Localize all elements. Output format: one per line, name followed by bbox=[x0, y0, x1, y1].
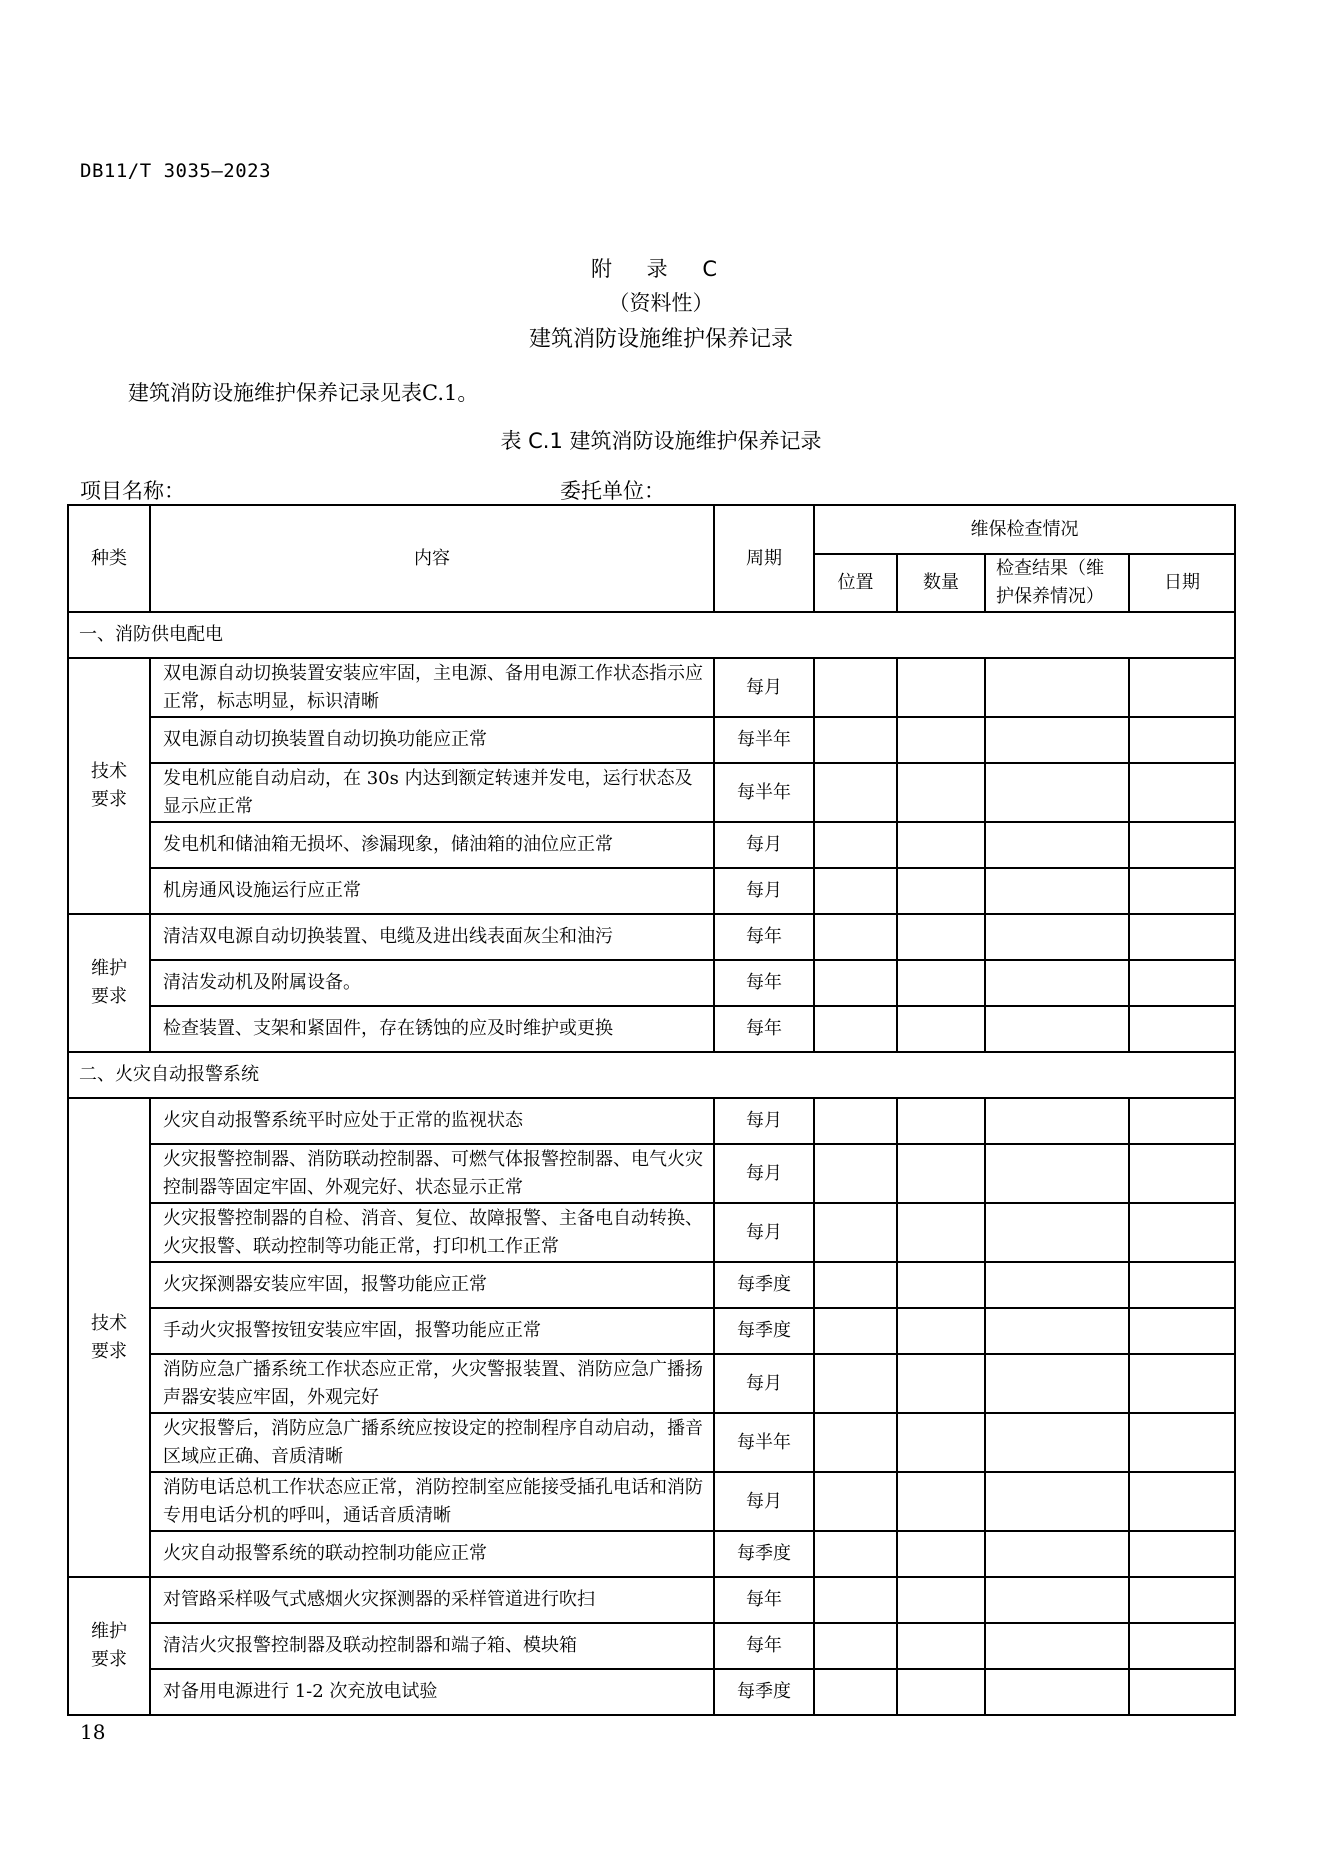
section-title: 一、消防供电配电 bbox=[68, 612, 1235, 658]
kind-cell bbox=[68, 658, 150, 914]
result-cell[interactable] bbox=[985, 1308, 1129, 1354]
location-cell[interactable] bbox=[814, 822, 897, 868]
location-cell[interactable] bbox=[814, 960, 897, 1006]
table-row bbox=[68, 1472, 1235, 1531]
date-cell[interactable] bbox=[1129, 1262, 1235, 1308]
table-row bbox=[68, 1308, 1235, 1354]
period-cell: 每年 bbox=[714, 960, 814, 1006]
location-cell[interactable] bbox=[814, 1144, 897, 1203]
period-cell: 每季度 bbox=[714, 1262, 814, 1308]
period-cell: 每年 bbox=[714, 914, 814, 960]
header-inspection-group: 维保检查情况 bbox=[814, 505, 1235, 554]
period-cell: 每月 bbox=[714, 1098, 814, 1144]
quantity-cell[interactable] bbox=[897, 1006, 985, 1052]
project-name-label: 项目名称： bbox=[80, 479, 185, 503]
appendix-nature: （资料性） bbox=[608, 291, 714, 315]
location-cell[interactable] bbox=[814, 868, 897, 914]
period-cell: 每月 bbox=[714, 658, 814, 717]
date-cell[interactable] bbox=[1129, 1006, 1235, 1052]
table-row bbox=[68, 1623, 1235, 1669]
date-cell[interactable] bbox=[1129, 914, 1235, 960]
table-row bbox=[68, 717, 1235, 763]
content-cell: 火灾报警控制器、消防联动控制器、可燃气体报警控制器、电气火灾控制器等固定牢固、外观完好、状态显示正常 bbox=[150, 1144, 714, 1203]
table-row bbox=[68, 1413, 1235, 1472]
quantity-cell[interactable] bbox=[897, 1472, 985, 1531]
table-row bbox=[68, 1577, 1235, 1623]
result-cell[interactable] bbox=[985, 914, 1129, 960]
result-cell[interactable] bbox=[985, 1144, 1129, 1203]
table-row bbox=[68, 658, 1235, 717]
period-cell: 每年 bbox=[714, 1577, 814, 1623]
table-row bbox=[68, 914, 1235, 960]
table-row bbox=[68, 1144, 1235, 1203]
location-cell[interactable] bbox=[814, 914, 897, 960]
quantity-cell[interactable] bbox=[897, 1262, 985, 1308]
header-date: 日期 bbox=[1129, 554, 1235, 612]
quantity-cell[interactable] bbox=[897, 914, 985, 960]
content-cell: 清洁发动机及附属设备。 bbox=[150, 960, 714, 1006]
maintenance-record-table bbox=[67, 504, 1236, 1716]
kind-label: 维护要求 bbox=[91, 1621, 127, 1670]
table-body bbox=[68, 612, 1235, 1715]
quantity-cell[interactable] bbox=[897, 868, 985, 914]
header-result: 检查结果（维护保养情况） bbox=[985, 554, 1129, 612]
location-cell[interactable] bbox=[814, 1203, 897, 1262]
period-cell: 每月 bbox=[714, 1144, 814, 1203]
content-cell: 消防应急广播系统工作状态应正常，火灾警报装置、消防应急广播扬声器安装应牢固，外观完好 bbox=[150, 1354, 714, 1413]
result-cell[interactable] bbox=[985, 763, 1129, 822]
location-cell[interactable] bbox=[814, 1472, 897, 1531]
content-cell: 火灾报警控制器的自检、消音、复位、故障报警、主备电自动转换、火灾报警、联动控制等功能正常，打印机工作正常 bbox=[150, 1203, 714, 1262]
quantity-cell[interactable] bbox=[897, 1203, 985, 1262]
result-cell[interactable] bbox=[985, 1098, 1129, 1144]
date-cell[interactable] bbox=[1129, 868, 1235, 914]
content-cell: 消防电话总机工作状态应正常，消防控制室应能接受插孔电话和消防专用电话分机的呼叫，通话音质清晰 bbox=[150, 1472, 714, 1531]
location-cell[interactable] bbox=[814, 1262, 897, 1308]
date-cell[interactable] bbox=[1129, 1308, 1235, 1354]
period-cell: 每季度 bbox=[714, 1531, 814, 1577]
result-cell[interactable] bbox=[985, 960, 1129, 1006]
intro-text: 建筑消防设施维护保养记录见表C.1。 bbox=[128, 381, 479, 405]
content-cell: 清洁双电源自动切换装置、电缆及进出线表面灰尘和油污 bbox=[150, 914, 714, 960]
result-cell[interactable] bbox=[985, 822, 1129, 868]
appendix-title: 建筑消防设施维护保养记录 bbox=[528, 327, 793, 352]
content-cell: 双电源自动切换装置安装应牢固，主电源、备用电源工作状态指示应正常，标志明显，标识清晰 bbox=[150, 658, 714, 717]
table-title: 表 C.1 建筑消防设施维护保养记录 bbox=[500, 429, 822, 453]
date-cell[interactable] bbox=[1129, 1144, 1235, 1203]
period-cell: 每年 bbox=[714, 1006, 814, 1052]
content-cell: 清洁火灾报警控制器及联动控制器和端子箱、模块箱 bbox=[150, 1623, 714, 1669]
date-cell[interactable] bbox=[1129, 1354, 1235, 1413]
location-cell[interactable] bbox=[814, 1413, 897, 1472]
content-cell: 双电源自动切换装置自动切换功能应正常 bbox=[150, 717, 714, 763]
location-cell[interactable] bbox=[814, 1354, 897, 1413]
period-cell: 每月 bbox=[714, 1472, 814, 1531]
section-row bbox=[68, 612, 1235, 658]
location-cell[interactable] bbox=[814, 1006, 897, 1052]
quantity-cell[interactable] bbox=[897, 1354, 985, 1413]
date-cell[interactable] bbox=[1129, 763, 1235, 822]
period-cell: 每月 bbox=[714, 1354, 814, 1413]
header-quantity: 数量 bbox=[897, 554, 985, 612]
period-cell: 每半年 bbox=[714, 717, 814, 763]
date-cell[interactable] bbox=[1129, 1472, 1235, 1531]
result-cell[interactable] bbox=[985, 1006, 1129, 1052]
content-cell: 发电机和储油箱无损坏、渗漏现象，储油箱的油位应正常 bbox=[150, 822, 714, 868]
quantity-cell[interactable] bbox=[897, 960, 985, 1006]
location-cell[interactable] bbox=[814, 1308, 897, 1354]
period-cell: 每半年 bbox=[714, 763, 814, 822]
result-cell[interactable] bbox=[985, 1623, 1129, 1669]
period-cell: 每月 bbox=[714, 822, 814, 868]
quantity-cell[interactable] bbox=[897, 1144, 985, 1203]
quantity-cell[interactable] bbox=[897, 822, 985, 868]
period-cell: 每季度 bbox=[714, 1308, 814, 1354]
location-cell[interactable] bbox=[814, 658, 897, 717]
date-cell[interactable] bbox=[1129, 1669, 1235, 1715]
content-cell: 火灾报警后，消防应急广播系统应按设定的控制程序自动启动，播音区域应正确、音质清晰 bbox=[150, 1413, 714, 1472]
table-row bbox=[68, 960, 1235, 1006]
quantity-cell[interactable] bbox=[897, 1577, 985, 1623]
quantity-cell[interactable] bbox=[897, 1669, 985, 1715]
content-cell: 对备用电源进行 1-2 次充放电试验 bbox=[150, 1669, 714, 1715]
content-cell: 检查装置、支架和紧固件，存在锈蚀的应及时维护或更换 bbox=[150, 1006, 714, 1052]
result-cell[interactable] bbox=[985, 717, 1129, 763]
date-cell[interactable] bbox=[1129, 1413, 1235, 1472]
period-cell: 每月 bbox=[714, 868, 814, 914]
content-cell: 对管路采样吸气式感烟火灾探测器的采样管道进行吹扫 bbox=[150, 1577, 714, 1623]
location-cell[interactable] bbox=[814, 1531, 897, 1577]
date-cell[interactable] bbox=[1129, 822, 1235, 868]
header-kind: 种类 bbox=[68, 505, 150, 612]
result-cell[interactable] bbox=[985, 658, 1129, 717]
content-cell: 机房通风设施运行应正常 bbox=[150, 868, 714, 914]
kind-label: 维护要求 bbox=[91, 958, 127, 1007]
kind-label: 技术要求 bbox=[91, 1312, 127, 1362]
table-row bbox=[68, 1262, 1235, 1308]
content-cell: 手动火灾报警按钮安装应牢固，报警功能应正常 bbox=[150, 1308, 714, 1354]
page-number: 18 bbox=[80, 1720, 106, 1744]
table-row bbox=[68, 1203, 1235, 1262]
standard-code: DB11/T 3035—2023 bbox=[80, 160, 272, 182]
content-cell: 火灾自动报警系统平时应处于正常的监视状态 bbox=[150, 1098, 714, 1144]
period-cell: 每半年 bbox=[714, 1413, 814, 1472]
result-cell[interactable] bbox=[985, 1669, 1129, 1715]
content-cell: 火灾自动报警系统的联动控制功能应正常 bbox=[150, 1531, 714, 1577]
date-cell[interactable] bbox=[1129, 1577, 1235, 1623]
header-row-top bbox=[68, 505, 1235, 554]
header-period: 周期 bbox=[714, 505, 814, 612]
table-row bbox=[68, 1531, 1235, 1577]
quantity-cell[interactable] bbox=[897, 658, 985, 717]
table-row bbox=[68, 1098, 1235, 1144]
period-cell: 每年 bbox=[714, 1623, 814, 1669]
kind-cell bbox=[68, 1577, 150, 1715]
kind-label: 技术要求 bbox=[91, 761, 127, 810]
location-cell[interactable] bbox=[814, 1669, 897, 1715]
location-cell[interactable] bbox=[814, 763, 897, 822]
date-cell[interactable] bbox=[1129, 658, 1235, 717]
quantity-cell[interactable] bbox=[897, 763, 985, 822]
table-row bbox=[68, 1006, 1235, 1052]
client-label: 委托单位： bbox=[560, 479, 665, 503]
result-cell[interactable] bbox=[985, 1354, 1129, 1413]
table-row bbox=[68, 763, 1235, 822]
kind-cell bbox=[68, 914, 150, 1052]
quantity-cell[interactable] bbox=[897, 1623, 985, 1669]
result-cell[interactable] bbox=[985, 1262, 1129, 1308]
header-content: 内容 bbox=[150, 505, 714, 612]
date-cell[interactable] bbox=[1129, 1203, 1235, 1262]
content-cell: 发电机应能自动启动，在 30s 内达到额定转速并发电，运行状态及显示应正常 bbox=[150, 763, 714, 822]
date-cell[interactable] bbox=[1129, 960, 1235, 1006]
result-cell[interactable] bbox=[985, 868, 1129, 914]
location-cell[interactable] bbox=[814, 717, 897, 763]
result-cell[interactable] bbox=[985, 1577, 1129, 1623]
quantity-cell[interactable] bbox=[897, 1413, 985, 1472]
table-row bbox=[68, 1669, 1235, 1715]
location-cell[interactable] bbox=[814, 1577, 897, 1623]
header-location: 位置 bbox=[814, 554, 897, 612]
location-cell[interactable] bbox=[814, 1623, 897, 1669]
result-cell[interactable] bbox=[985, 1413, 1129, 1472]
quantity-cell[interactable] bbox=[897, 1098, 985, 1144]
period-cell: 每月 bbox=[714, 1203, 814, 1262]
date-cell[interactable] bbox=[1129, 717, 1235, 763]
location-cell[interactable] bbox=[814, 1098, 897, 1144]
appendix-label: 附 录 C bbox=[590, 257, 731, 281]
date-cell[interactable] bbox=[1129, 1623, 1235, 1669]
quantity-cell[interactable] bbox=[897, 1531, 985, 1577]
section-title: 二、火灾自动报警系统 bbox=[68, 1052, 1235, 1098]
date-cell[interactable] bbox=[1129, 1531, 1235, 1577]
content-cell: 火灾探测器安装应牢固，报警功能应正常 bbox=[150, 1262, 714, 1308]
result-cell[interactable] bbox=[985, 1203, 1129, 1262]
table-row bbox=[68, 868, 1235, 914]
period-cell: 每季度 bbox=[714, 1669, 814, 1715]
quantity-cell[interactable] bbox=[897, 1308, 985, 1354]
result-cell[interactable] bbox=[985, 1472, 1129, 1531]
date-cell[interactable] bbox=[1129, 1098, 1235, 1144]
quantity-cell[interactable] bbox=[897, 717, 985, 763]
section-row bbox=[68, 1052, 1235, 1098]
result-cell[interactable] bbox=[985, 1531, 1129, 1577]
table-row bbox=[68, 1354, 1235, 1413]
table-row bbox=[68, 822, 1235, 868]
kind-cell bbox=[68, 1098, 150, 1577]
